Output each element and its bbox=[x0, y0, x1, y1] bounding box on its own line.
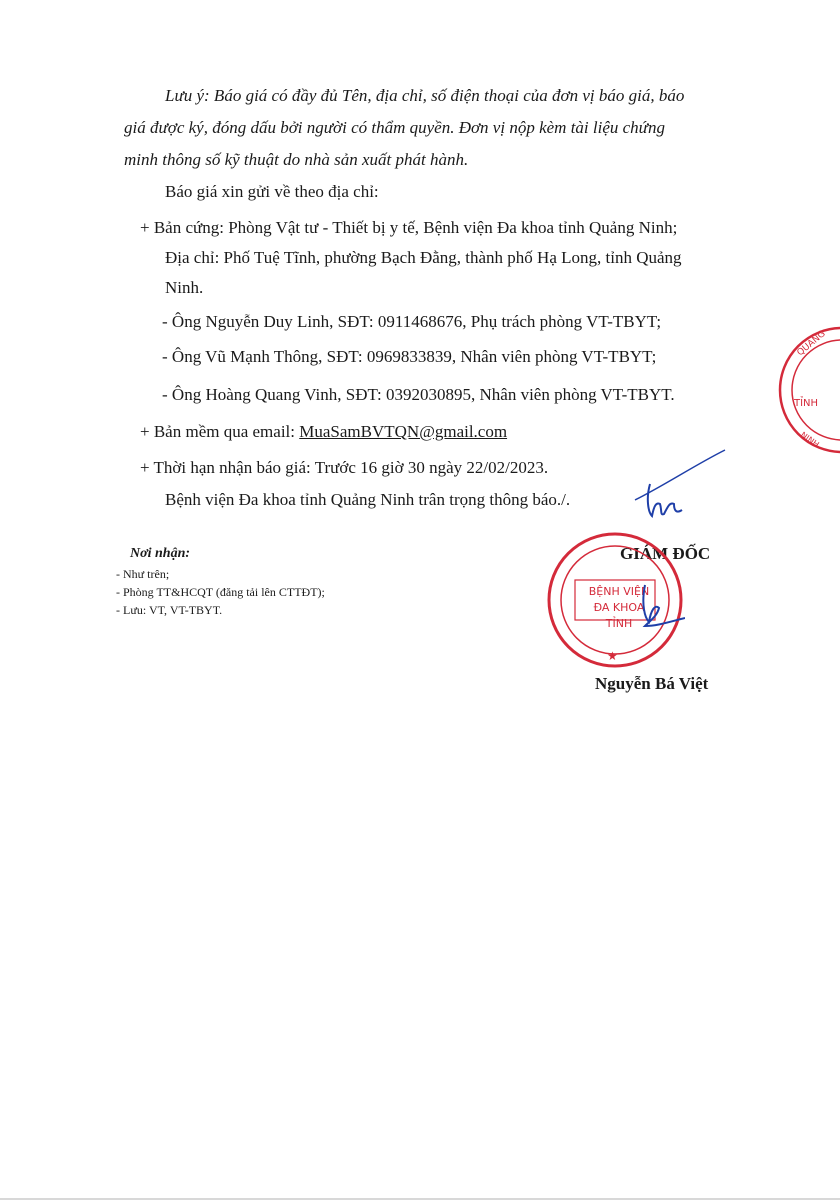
note-line-1: Lưu ý: Báo giá có đầy đủ Tên, địa chỉ, số điện thoại của đơn vị báo giá, báo bbox=[165, 86, 685, 105]
deadline-line: + Thời hạn nhận báo giá: Trước 16 giờ 30 ngày 22/02/2023. bbox=[140, 458, 549, 477]
note-line-3: minh thông số kỹ thuật do nhà sản xuất phát hành. bbox=[124, 150, 469, 169]
contact-item: - Ông Hoàng Quang Vinh, SĐT: 0392030895, Nhân viên phòng VT-TBYT. bbox=[162, 385, 675, 404]
contact-item: - Ông Vũ Mạnh Thông, SĐT: 0969833839, Nhân viên phòng VT-TBYT; bbox=[162, 347, 657, 366]
recipient-item: - Phòng TT&HCQT (đăng tải lên CTTĐT); bbox=[116, 585, 325, 599]
recipient-item: - Như trên; bbox=[116, 567, 170, 581]
svg-text:NINH: NINH bbox=[798, 430, 821, 450]
hospital-seal bbox=[545, 530, 685, 670]
email-link[interactable]: MuaSamBVTQN@gmail.com bbox=[299, 422, 508, 441]
closing-line: Bệnh viện Đa khoa tỉnh Quảng Ninh trân trọng thông báo./. bbox=[165, 490, 571, 509]
director-signature-icon bbox=[545, 530, 685, 670]
signature-position: GIÁM ĐỐC bbox=[620, 544, 711, 563]
recipient-item: - Lưu: VT, VT-TBYT. bbox=[116, 603, 223, 617]
soft-copy-line bbox=[140, 416, 507, 448]
pen-stroke-icon bbox=[625, 445, 730, 505]
svg-text:QUẢNG: QUẢNG bbox=[795, 329, 828, 359]
recipients-title: Nơi nhận: bbox=[130, 546, 191, 561]
signature-name: Nguyễn Bá Việt bbox=[595, 674, 709, 693]
edge-seal-icon bbox=[770, 320, 840, 460]
svg-text:★: ★ bbox=[607, 649, 618, 663]
send-to-heading: Báo giá xin gửi về theo địa chỉ: bbox=[165, 182, 379, 201]
note-line-2: giá được ký, đóng dấu bởi người có thẩm quyền. Đơn vị nộp kèm tài liệu chứng bbox=[124, 118, 665, 137]
hard-copy-line-3: Ninh. bbox=[165, 278, 204, 297]
contact-item: - Ông Nguyễn Duy Linh, SĐT: 0911468676, Phụ trách phòng VT-TBYT; bbox=[162, 312, 662, 331]
svg-text:TỈNH: TỈNH bbox=[794, 398, 819, 409]
hard-copy-line-1: + Bản cứng: Phòng Vật tư - Thiết bị y tế, Bệnh viện Đa khoa tỉnh Quảng Ninh; bbox=[140, 218, 678, 237]
soft-copy-label: + Bản mềm qua email: bbox=[140, 422, 300, 441]
hard-copy-line-2: Địa chỉ: Phố Tuệ Tĩnh, phường Bạch Đằng, thành phố Hạ Long, tỉnh Quảng bbox=[165, 248, 682, 267]
seal-text-line-2: ĐA KHOA TỈNH bbox=[593, 601, 645, 630]
seal-text-line-1: BỆNH VIỆN bbox=[588, 585, 650, 598]
